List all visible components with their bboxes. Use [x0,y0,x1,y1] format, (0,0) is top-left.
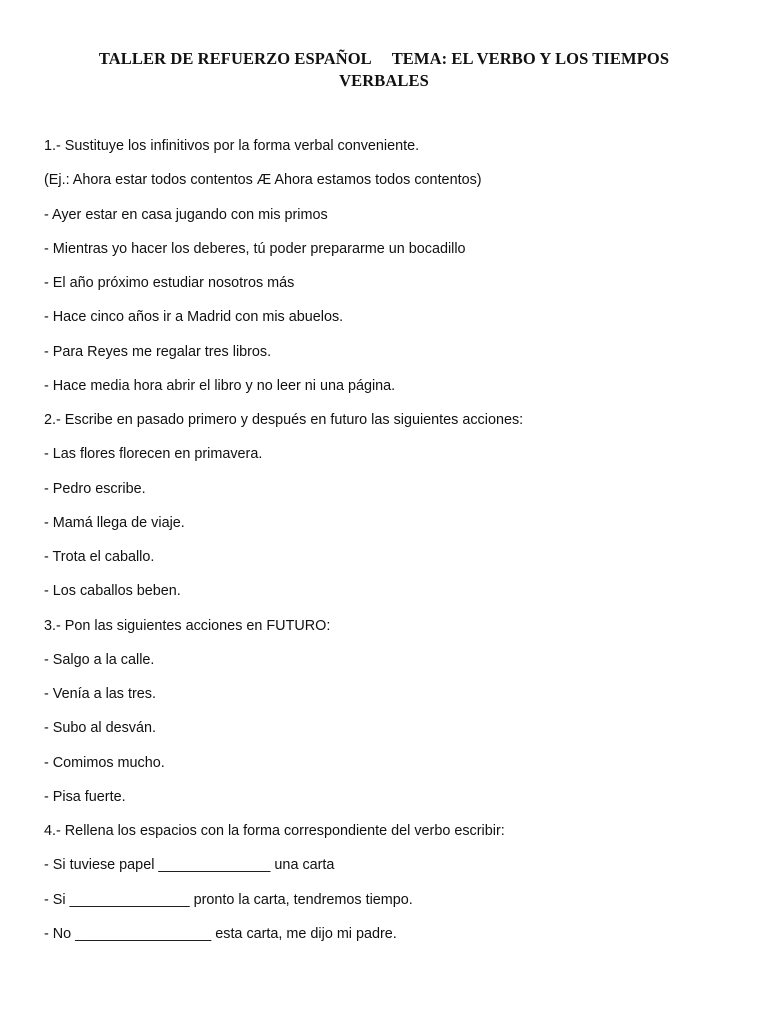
title-line-2: VERBALES [339,71,429,90]
page-title [40,48,728,92]
title-line-1: TALLER DE REFUERZO ESPAÑOL TEMA: EL VERBO Y LOS TIEMPOS [98,49,670,68]
exercise-1-example: (Ej.: Ahora estar todos contentos Æ Ahora estamos todos contentos) [44,172,482,189]
exercise-2-item: - Pedro escribe. [44,480,146,497]
exercise-1-item: - Hace cinco años ir a Madrid con mis abuelos. [44,309,344,326]
exercise-2-item: - Los caballos beben. [44,583,181,600]
exercise-4-item: - No _________________ esta carta, me dijo mi padre. [44,925,397,942]
exercise-1-instruction: 1.- Sustituye los infinitivos por la forma verbal conveniente. [44,138,420,154]
exercise-1-item: - Ayer estar en casa jugando con mis primos [44,206,328,223]
exercise-2-item: - Trota el caballo. [44,549,155,565]
exercise-1-item: - Mientras yo hacer los deberes, tú poder prepararme un bocadillo [44,240,466,257]
exercise-3-item: - Comimos mucho. [44,754,165,771]
exercise-1-item: - Hace media hora abrir el libro y no leer ni una página. [44,377,396,394]
exercise-4-instruction: 4.- Rellena los espacios con la forma correspondiente del verbo escribir: [44,823,505,839]
exercise-1-item: - El año próximo estudiar nosotros más [44,275,295,291]
exercise-3-item: - Salgo a la calle. [44,651,155,668]
exercise-4-item: - Si tuviese papel ______________ una carta [44,857,335,874]
exercise-2-item: - Mamá llega de viaje. [44,514,185,531]
exercise-3-instruction: 3.- Pon las siguientes acciones en FUTURO: [44,617,331,634]
exercise-2-instruction: 2.- Escribe en pasado primero y después en futuro las siguientes acciones: [44,412,524,428]
exercise-2-item: - Las flores florecen en primavera. [44,446,263,463]
exercise-3-item: - Subo al desván. [44,720,156,737]
exercise-1-item: - Para Reyes me regalar tres libros. [44,343,272,360]
exercise-3-item: - Venía a las tres. [44,686,156,702]
worksheet-content [44,134,734,956]
exercise-4-item: - Si _______________ pronto la carta, tendremos tiempo. [44,891,413,908]
exercise-3-item: - Pisa fuerte. [44,788,126,805]
